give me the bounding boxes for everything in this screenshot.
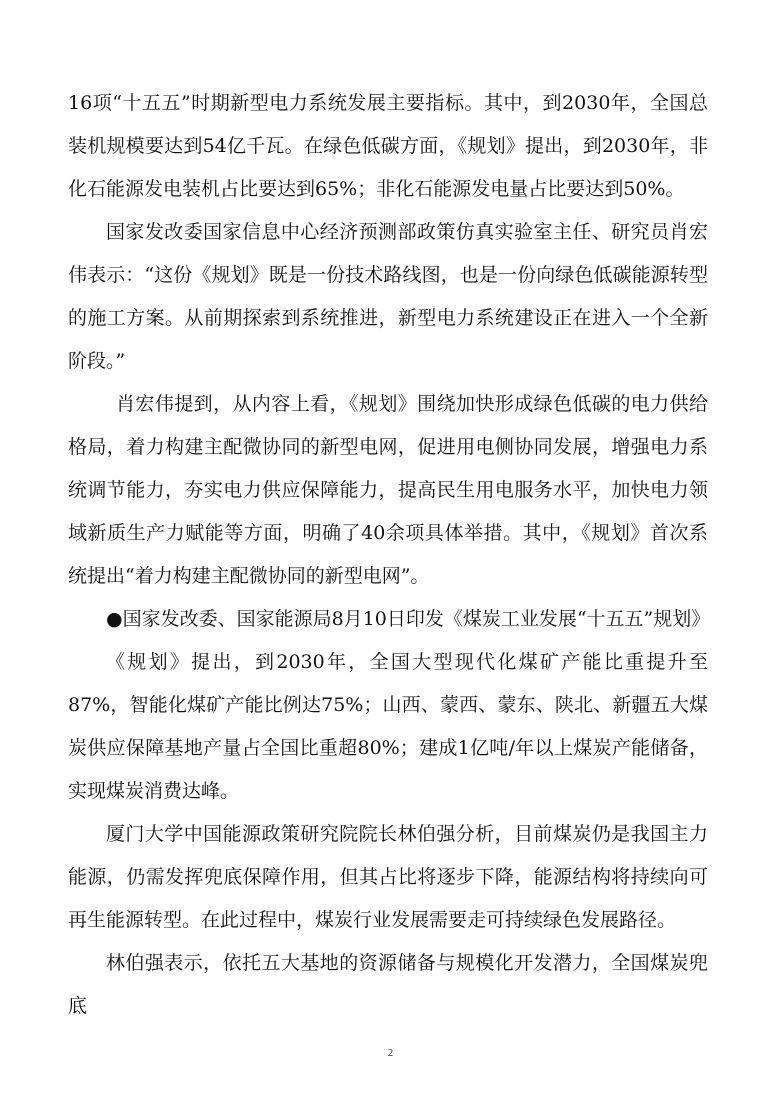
paragraph-lin-analysis: 厦门大学中国能源政策研究院院长林伯强分析，目前煤炭仍是我国主力能源，仍需发挥兜底保障作用，但其占比将逐步下降，能源结构将持续向可再生能源转型。在此过程中，煤炭行业发展需要走可持续绿色发展路径。	[68, 823, 708, 931]
page-number: 2	[387, 1047, 394, 1059]
paragraph-installed-capacity: 16项“十五五”时期新型电力系统发展主要指标。其中，到2030年，全国总装机规模要达到54亿千瓦。在绿色低碳方面，《规划》提出，到2030年，非化石能源发电装机占比要达到65%；非化石能源发电量占比要达到50%。	[68, 92, 708, 200]
section-heading-coal-plan: ●国家发改委、国家能源局8月10日印发《煤炭工业发展“十五五”规划》	[106, 608, 711, 630]
body-text	[68, 82, 711, 1028]
paragraph-lin-statement: 林伯强表示，依托五大基地的资源储备与规模化开发潜力，全国煤炭兜底	[68, 952, 708, 1017]
paragraph-xiao-quote: 国家发改委国家信息中心经济预测部政策仿真实验室主任、研究员肖宏伟表示：“这份《规划》既是一份技术路线图，也是一份向绿色低碳能源转型的施工方案。从前期探索到系统推进，新型电力系统建设正在进入一个全新阶段。”	[68, 221, 708, 372]
paragraph-xiao-measures: 肖宏伟提到，从内容上看，《规划》围绕加快形成绿色低碳的电力供给格局，着力构建主配微协同的新型电网，促进用电侧协同发展，增强电力系统调节能力，夯实电力供应保障能力，提高民生用电服务水平，加快电力领域新质生产力赋能等方面，明确了40余项具体举措。其中，《规划》首次系统提出“着力构建主配微协同的新型电网”。	[68, 393, 708, 587]
paragraph-coal-targets: 《规划》提出，到2030年，全国大型现代化煤矿产能比重提升至87%，智能化煤矿产能比例达75%；山西、蒙西、蒙东、陕北、新疆五大煤炭供应保障基地产量占全国比重超80%；建成1亿吨/年以上煤炭产能储备，实现煤炭消费达峰。	[68, 651, 708, 802]
